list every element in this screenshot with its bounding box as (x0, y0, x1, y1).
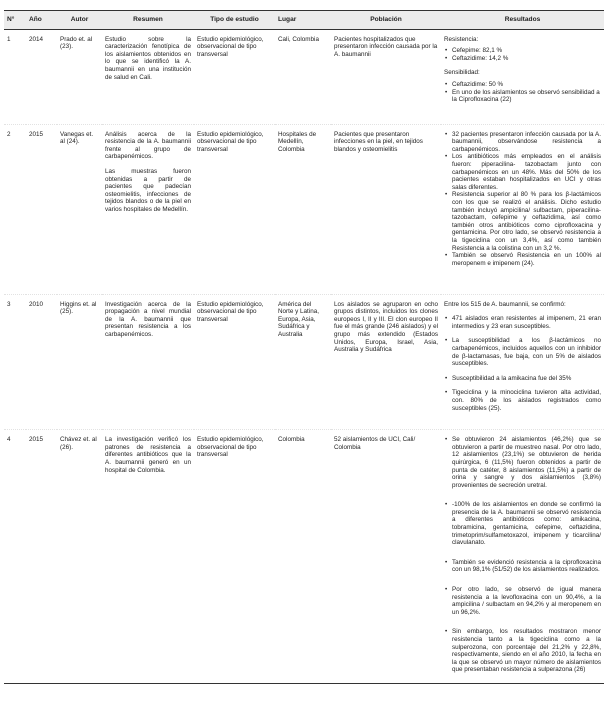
cell-number: 4 (4, 430, 26, 684)
bullet-icon: • (445, 130, 448, 138)
cell-results (441, 430, 604, 684)
summary-paragraph: La investigación verificó los patrones de resistencia a diferentes antibióticos que la A. baumannii generó en un hospital de Colombia. (105, 436, 191, 474)
results-item: • En uno de los aislamientos se observó sensibilidad a la Ciprofloxacina (22) (445, 88, 600, 104)
cell-summary (102, 430, 194, 684)
results-item: • 32 pacientes presentaron infección causada por la A. baumannii, observándose resistencia a carbapenémicos. (445, 130, 601, 153)
cell-population: 52 aislamientos de UCI, Cali/ Colombia (331, 430, 441, 684)
results-item: • La susceptibilidad a los β-lactámicos no carbapenémicos, incluidos aquellos con un inhibidor de β-lactamasas, fue baja, con un 5% de aislados susceptibles. (445, 337, 601, 368)
bullet-icon: • (445, 586, 448, 594)
cell-place: Colombia (275, 430, 331, 684)
cell-place: América del Norte y Latina, Europa, Asia, Sudáfrica y Australia (275, 294, 331, 430)
results-item: • También se evidenció resistencia a la ciprofloxacina con un 98,1% (51/52) de los aislamientos realizados. (445, 558, 601, 574)
bullet-icon: • (445, 501, 448, 509)
table-row (4, 430, 604, 684)
cell-study-type: Estudio epidemiológico, observacional de tipo transversal (194, 124, 275, 294)
summary-paragraph: Investigación acerca de la propagación a nivel mundial de la A. baumannii que presentan resistencia a los carbapenémicos. (105, 300, 191, 338)
cell-year: 2014 (26, 29, 57, 124)
cell-summary (102, 294, 194, 430)
bullet-icon: • (445, 389, 448, 397)
results-item: • Por otro lado, se observó de igual manera resistencia a la levofloxacina con un 90,4%, a la ampicilina / sulbactam en 94,2% y al meropenem en un 96,2%. (445, 586, 601, 616)
studies-table (4, 10, 604, 684)
studies-table-container (4, 10, 604, 684)
cell-year: 2015 (26, 124, 57, 294)
bullet-icon: • (445, 337, 448, 345)
table-header-row (4, 11, 604, 30)
bullet-icon: • (445, 252, 448, 260)
results-item: • Sin embargo, los resultados mostraron menor resistencia tanto a la tigeciclina como a la sulperozona, con porcentaje del 21,2% y 22,8%, respectivamente, siendo en el año 2010, la fecha en la que se observó un mayor número de aislamientos que presentaban resistencia a sulperazona (26) (445, 628, 601, 674)
header-population: Población (331, 11, 441, 30)
cell-population: Pacientes que presentaron infecciones en la piel, en tejidos blandos y osteomielitis (331, 124, 441, 294)
results-item: • Se obtuvieron 24 aislamientos (46,2%) que se obtuvieron a partir de muestreo nasal. Por otro lado, 12 aislamientos (23,1%) se obtuvieron de herida quirúrgica, 6 (11,5%) fueron obtenidos a partir de punta de catéter, 8 aislamientos (11,5%) a partir de orina y sangre y dos aislamientos (3,8%) provenientes de secreción uretral. (445, 436, 601, 489)
results-item: • Tigeciclina y la minociclina tuvieron alta actividad, con. 80% de los aislados registrados como susceptibles (25). (445, 389, 601, 412)
bullet-icon: • (445, 54, 448, 62)
cell-population: Pacientes hospitalizados que presentaron infección causada por la A. baumannii (331, 29, 441, 124)
cell-number: 2 (4, 124, 26, 294)
header-summary: Resumen (102, 11, 194, 30)
summary-paragraph: Las muestras fueron obtenidas a partir de pacientes que padecían osteomielitis, infecciones de tejidos blandos o de la piel en varios hospitales de Medellín. (105, 167, 191, 213)
results-item: • Resistencia superior al 80 % para los β-lactámicos con los que se realizó el análisis. Dicho estudio también incluyó ampicilina/ sulbactam, piperacilina-tazobactam, cefepime y ceftazidima, así como también otros antibióticos como ciprofloxacina y gentamicina. Por otro lado, se observó resistencia a la tigeciclina con un 3,4%, así como también Resistencia a la colistina con un 3,2 %. (445, 191, 601, 252)
cell-results (441, 124, 604, 294)
summary-paragraph: Estudio sobre la caracterización fenotípica de los aislamientos obtenidos en lo que se identificó la A. baumannii en una institución de salud en Cali. (105, 35, 191, 81)
cell-results (441, 29, 604, 124)
results-item: • Ceftazidime: 50 % (445, 80, 504, 88)
header-number: N° (4, 11, 26, 30)
cell-summary (102, 29, 194, 124)
cell-author: Chávez et. al (26). (57, 430, 102, 684)
results-group-label: Sensibilidad: (444, 69, 480, 77)
cell-year: 2015 (26, 430, 57, 684)
cell-year: 2010 (26, 294, 57, 430)
results-item: • 471 aislados eran resistentes al imipenem, 21 eran intermedios y 23 eran susceptibles. (445, 315, 601, 330)
header-study-type: Tipo de estudio (194, 11, 275, 30)
bullet-icon: • (445, 80, 448, 88)
results-item: • Ceftazidime: 14,2 % (445, 54, 509, 62)
bullet-icon: • (445, 436, 448, 444)
bullet-icon: • (445, 315, 448, 323)
bullet-icon: • (445, 88, 448, 96)
cell-number: 1 (4, 29, 26, 124)
header-results: Resultados (441, 11, 604, 30)
table-row (4, 124, 604, 294)
cell-study-type: Estudio epidemiológico, observacional de tipo transversal (194, 294, 275, 430)
cell-author: Higgins et. al (25). (57, 294, 102, 430)
table-row (4, 294, 604, 430)
bullet-icon: • (445, 558, 448, 566)
cell-place: Cali, Colombia (275, 29, 331, 124)
summary-paragraph: Análisis acerca de la resistencia de la A. baumannii frente al grupo de carbapenémicos. (105, 130, 191, 161)
cell-study-type: Estudio epidemiológico, observacional de tipo transversal (194, 29, 275, 124)
results-item: • Los antibióticos más empleados en el análisis fueron: piperacilina- tazobactam junto con carbapenémicos en un 48%. Más del 50% de los pacientes estaban hospitalizados en UCI y otras salas diferentes. (445, 153, 601, 191)
cell-number: 3 (4, 294, 26, 430)
results-item: • Cefepime: 82,1 % (445, 47, 503, 55)
bullet-icon: • (445, 191, 448, 199)
bullet-icon: • (445, 47, 448, 55)
bullet-icon: • (445, 374, 448, 382)
bullet-icon: • (445, 628, 448, 636)
cell-place: Hospitales de Medellín, Colombia (275, 124, 331, 294)
results-group-label: Resistencia: (444, 35, 479, 43)
cell-results (441, 294, 604, 430)
cell-population: Los aislados se agruparon en ocho grupos distintos, incluidos los clones europeos I, II y III. El clon europeo II fue el más grande (246 aislados) y el grupo más extendido (Estados Unidos, Europa, Israel, Asia, Australia y Sudáfrica (331, 294, 441, 430)
cell-summary (102, 124, 194, 294)
cell-study-type: Estudio epidemiológico, observacional de tipo transversal (194, 430, 275, 684)
results-item: • También se observó Resistencia en un 100% al meropenem e imipenem (24). (445, 252, 601, 267)
table-row (4, 29, 604, 124)
cell-author: Prado et. al (23). (57, 29, 102, 124)
header-year: Año (26, 11, 57, 30)
results-group-sensitivity (444, 69, 601, 103)
bullet-icon: • (445, 153, 448, 161)
header-author: Autor (57, 11, 102, 30)
results-item: • Susceptibilidad a la amikacina fue del 35% (445, 374, 572, 382)
results-item: • -100% de los aislamientos en donde se confirmó la presencia de la A. baumannii se observó resistencia a diferentes antibióticos como: amikacina, tobramicina, gentamicina, cefepime, ceftazidina, trimetoprim/sulfametoxazol, imipenem y ticarcilina/ clavulanato. (445, 501, 601, 547)
results-group-resistance (444, 36, 601, 63)
header-place: Lugar (275, 11, 331, 30)
cell-author: Vanegas et. al (24). (57, 124, 102, 294)
results-intro: Entre los 515 de A. baumannii, se confirmó: (444, 300, 566, 308)
